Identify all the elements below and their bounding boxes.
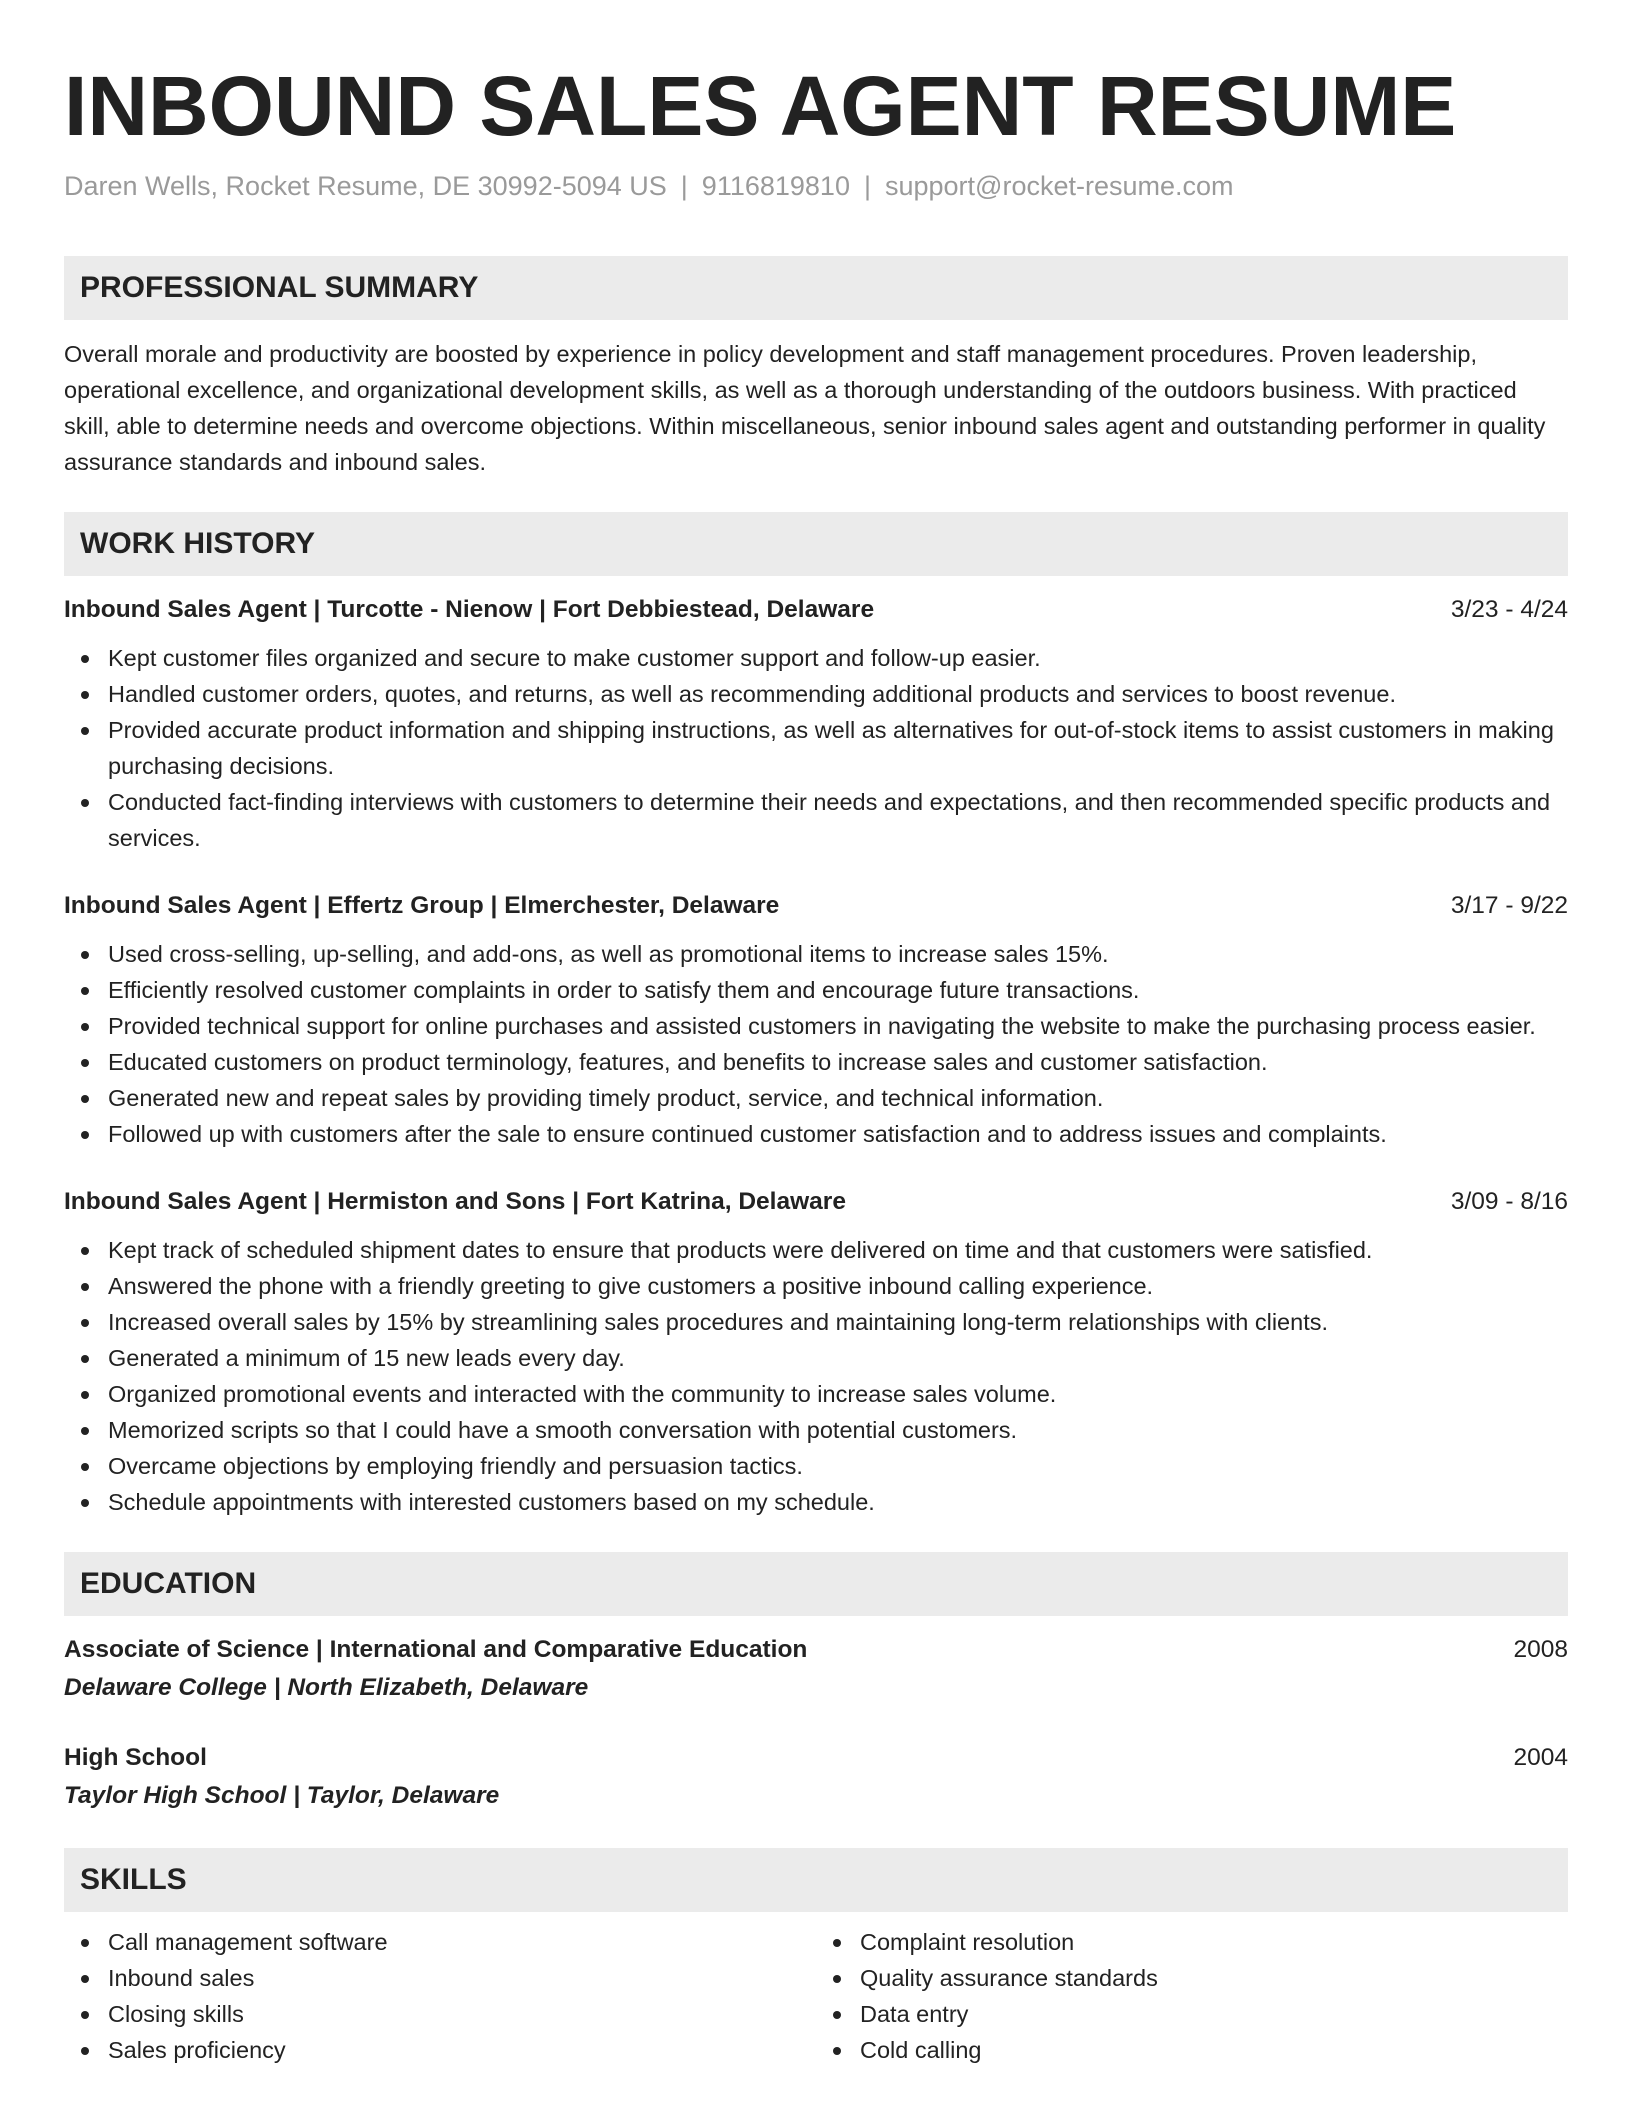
job-bullets: [64, 640, 1568, 856]
job-title: Inbound Sales Agent | Turcotte - Nienow | Fort Debbiestead, Delaware: [64, 596, 875, 623]
list-item: Kept customer files organized and secure to make customer support and follow-up easier.: [108, 640, 1568, 676]
education-year: 2008: [1513, 1636, 1568, 1663]
contact-address: Daren Wells, Rocket Resume, DE 30992-5094 US: [64, 171, 667, 201]
list-item: Followed up with customers after the sale to ensure continued customer satisfaction and to address issues and complaints.: [108, 1116, 1568, 1152]
summary-heading: PROFESSIONAL SUMMARY: [64, 256, 1568, 320]
page-title: INBOUND SALES AGENT RESUME: [64, 59, 1457, 153]
education-degree: Associate of Science | International and Comparative Education: [64, 1636, 808, 1663]
education-entry: [64, 1740, 1568, 1816]
resume-page: [64, 0, 1568, 2068]
skill-item: Closing skills: [108, 1996, 816, 2032]
job-dates: 3/17 - 9/22: [1450, 892, 1568, 919]
contact-separator: |: [863, 171, 871, 201]
contact-separator: |: [680, 171, 688, 201]
job-entry: [64, 1184, 1568, 1520]
skill-item: Complaint resolution: [860, 1924, 1568, 1960]
job-dates: 3/23 - 4/24: [1450, 596, 1568, 623]
list-item: Organized promotional events and interacted with the community to increase sales volume.: [108, 1376, 1568, 1412]
job-header: [64, 1184, 1568, 1220]
skill-item: Data entry: [860, 1996, 1568, 2032]
skills-list: [64, 1924, 1568, 2068]
job-dates: 3/09 - 8/16: [1450, 1188, 1568, 1215]
list-item: Provided accurate product information and shipping instructions, as well as alternatives for out-of-stock items to assist customers in making purchasing decisions.: [108, 712, 1568, 784]
education-school: Delaware College | North Elizabeth, Delaware: [64, 1674, 589, 1701]
list-item: Provided technical support for online purchases and assisted customers in navigating the website to make the purchasing process easier.: [108, 1008, 1568, 1044]
job-bullets: [64, 1232, 1568, 1520]
education-heading: EDUCATION: [64, 1552, 1568, 1616]
job-title: Inbound Sales Agent | Hermiston and Sons | Fort Katrina, Delaware: [64, 1188, 846, 1215]
list-item: Generated a minimum of 15 new leads every day.: [108, 1340, 1568, 1376]
list-item: Schedule appointments with interested customers based on my schedule.: [108, 1484, 1568, 1520]
education-header: [64, 1740, 1568, 1776]
list-item: Increased overall sales by 15% by streamlining sales procedures and maintaining long-term relationships with clients.: [108, 1304, 1568, 1340]
list-item: Kept track of scheduled shipment dates to ensure that products were delivered on time and that customers were satisfied.: [108, 1232, 1568, 1268]
list-item: Handled customer orders, quotes, and returns, as well as recommending additional products and services to boost revenue.: [108, 676, 1568, 712]
skill-item: Call management software: [108, 1924, 816, 1960]
work-history-heading: WORK HISTORY: [64, 512, 1568, 576]
skill-item: Inbound sales: [108, 1960, 816, 1996]
education-school: Taylor High School | Taylor, Delaware: [64, 1782, 500, 1809]
list-item: Efficiently resolved customer complaints in order to satisfy them and encourage future transactions.: [108, 972, 1568, 1008]
skill-item: Sales proficiency: [108, 2032, 816, 2068]
job-entry: [64, 888, 1568, 1152]
list-item: Educated customers on product terminology, features, and benefits to increase sales and customer satisfaction.: [108, 1044, 1568, 1080]
skill-item: Quality assurance standards: [860, 1960, 1568, 1996]
summary-text: Overall morale and productivity are boosted by experience in policy development and staff management procedures. Proven leadership, operational excellence, and organizational development skills, as well as a thorough understanding of the outdoors business. With practiced skill, able to determine needs and overcome objections. Within miscellaneous, senior inbound sales agent and outstanding performer in quality assurance standards and inbound sales.: [64, 341, 1546, 475]
education-degree: High School: [64, 1744, 207, 1771]
job-entry: [64, 592, 1568, 856]
education-year: 2004: [1513, 1744, 1568, 1771]
job-header: [64, 888, 1568, 924]
education-header: [64, 1632, 1568, 1668]
list-item: Memorized scripts so that I could have a smooth conversation with potential customers.: [108, 1412, 1568, 1448]
skills-column-right: [816, 1924, 1568, 2068]
skill-item: Cold calling: [860, 2032, 1568, 2068]
list-item: Answered the phone with a friendly greeting to give customers a positive inbound calling experience.: [108, 1268, 1568, 1304]
job-bullets: [64, 936, 1568, 1152]
job-title: Inbound Sales Agent | Effertz Group | Elmerchester, Delaware: [64, 892, 780, 919]
skills-heading: SKILLS: [64, 1848, 1568, 1912]
skills-column-left: [64, 1924, 816, 2068]
education-entry: [64, 1632, 1568, 1708]
list-item: Overcame objections by employing friendly and persuasion tactics.: [108, 1448, 1568, 1484]
list-item: Generated new and repeat sales by providing timely product, service, and technical information.: [108, 1080, 1568, 1116]
contact-email: support@rocket-resume.com: [884, 171, 1234, 201]
contact-line: [64, 168, 1568, 204]
job-header: [64, 592, 1568, 628]
list-item: Conducted fact-finding interviews with customers to determine their needs and expectations, and then recommended specific products and services.: [108, 784, 1568, 856]
list-item: Used cross-selling, up-selling, and add-ons, as well as promotional items to increase sales 15%.: [108, 936, 1568, 972]
contact-phone: 9116819810: [701, 171, 850, 201]
